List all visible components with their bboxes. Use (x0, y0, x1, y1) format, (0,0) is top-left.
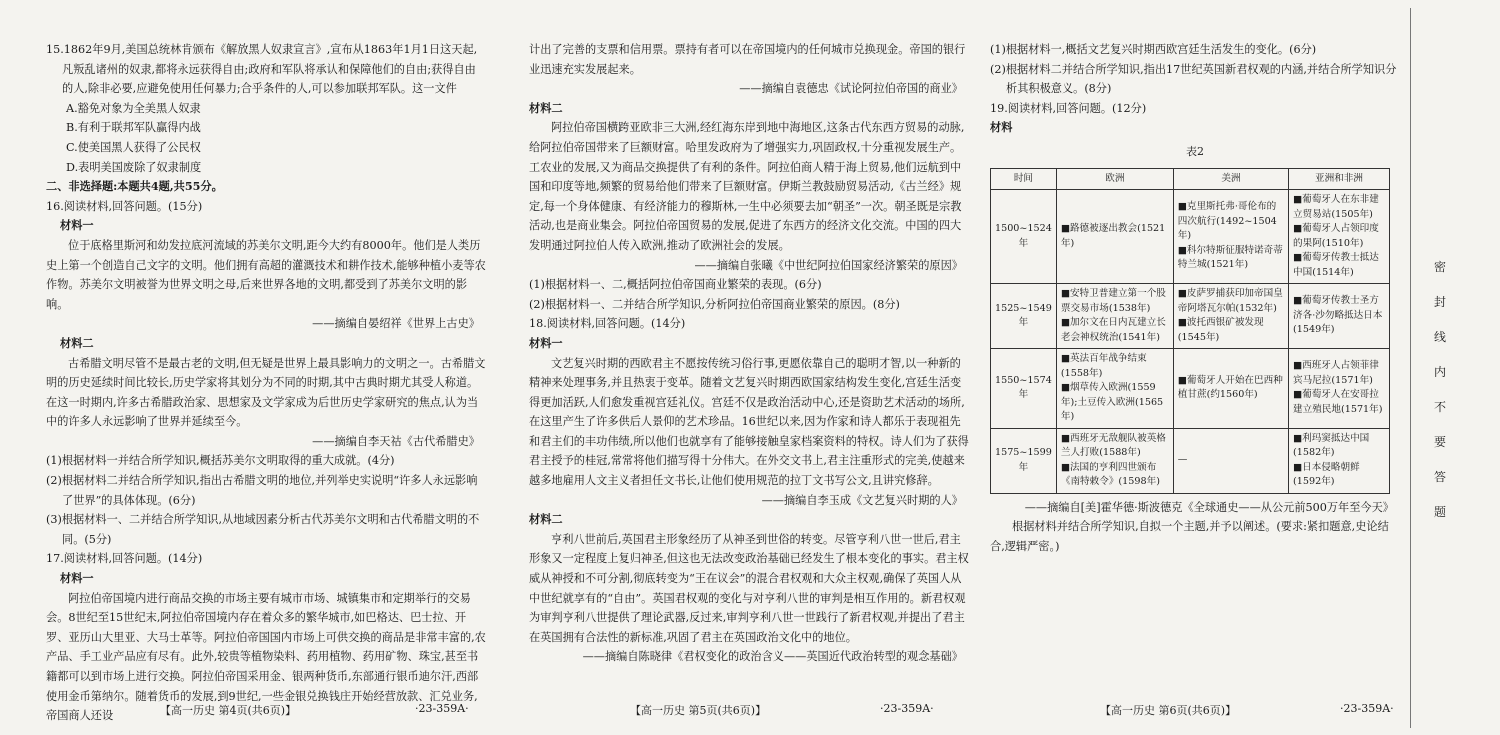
table-source: ——摘编自[美]霍华德·斯波德克《全球通史——从公元前500万年至今天》 (1024, 500, 1394, 514)
table-cell-asia-africa: ■葡萄牙人在东非建立贸易站(1505年) ■葡萄牙人占领印度的果阿(1510年) ■葡萄牙传教士抵达中国(1514年) (1289, 190, 1390, 284)
seal-char: 线 (1433, 330, 1446, 344)
table-row (991, 349, 1390, 429)
q15-option-d: D.表明美国废除了奴隶制度 (66, 160, 202, 174)
footer-page-4: 【高一历史 第4页(共6页)】 (160, 704, 297, 717)
q16-material-2-source: ——摘编自李天祜《古代希腊史》 (312, 434, 480, 448)
q16-material-1-text: 位于底格里斯河和幼发拉底河流域的苏美尔文明,距今大约有8000年。他们是人类历史上第一个创造自己文字的文明。他们拥有高超的灌溉技术和耕作技术,能够种植小麦等农作物。苏美尔文明被誉为世界文明之母,后来世界各地的文明,都受到了苏美尔文明的影响。 (46, 238, 486, 311)
q16-stem: 16.阅读材料,回答问题。(15分) (46, 199, 203, 213)
table-cell-europe: ■英法百年战争结束(1558年) ■烟草传入欧洲(1559年);土豆传入欧洲(1565年) (1056, 349, 1173, 429)
table-row (991, 190, 1390, 284)
seal-char: 不 (1433, 400, 1446, 414)
q15-option-a: A.豁免对象为全美黑人奴隶 (66, 101, 201, 115)
q18-material-1-source: ——摘编自李玉成《文艺复兴时期的人》 (761, 493, 963, 507)
q19-material-title: 材料 (990, 120, 1013, 135)
table-cell-time: 1575~1599年 (991, 428, 1057, 493)
q17-material-2-source: ——摘编自张曦《中世纪阿拉伯国家经济繁荣的原因》 (694, 258, 963, 272)
table-cell-europe: ■路德被逐出教会(1521年) (1056, 190, 1173, 284)
seal-notice (1432, 250, 1448, 530)
page-6-column (990, 40, 1400, 556)
table-header-time: 时间 (991, 168, 1057, 190)
table-header-europe: 欧洲 (1056, 168, 1173, 190)
q18-material-2-source: ——摘编自陈晓律《君权变化的政治含义——英国近代政治转型的观念基础》 (582, 650, 963, 664)
history-table (990, 168, 1390, 494)
q17-material-1-continued: 计出了完善的支票和信用票。票持有者可以在帝国境内的任何城市兑换现金。帝国的银行业迅速充实发展起来。 (529, 43, 966, 76)
seal-char: 封 (1433, 295, 1446, 309)
table-cell-time: 1500~1524年 (991, 190, 1057, 284)
table-caption: 表2 (1186, 144, 1204, 158)
page-5-column (529, 40, 969, 667)
table-cell-asia-africa: ■葡萄牙传教士圣方济各·沙勿略抵达日本(1549年) (1289, 284, 1390, 349)
q17-material-1-source: ——摘编自袁德忠《试论阿拉伯帝国的商业》 (739, 82, 963, 96)
q16-material-1-title: 材料一 (60, 218, 94, 233)
q17-sub-1: (1)根据材料一、二,概括阿拉伯帝国商业繁荣的表现。(6分) (529, 278, 822, 292)
q17-material-2-title: 材料二 (529, 100, 563, 115)
q18-material-2-title: 材料二 (529, 512, 563, 527)
table-row (991, 284, 1390, 349)
table-header-asia-africa: 亚洲和非洲 (1289, 168, 1390, 190)
q16-material-1-source: ——摘编自晏绍祥《世界上古史》 (312, 317, 480, 331)
q17-material-1-text: 阿拉伯帝国境内进行商品交换的市场主要有城市市场、城镇集市和定期举行的交易会。8世纪至15世纪末,阿拉伯帝国境内存在着众多的繁华城市,如巴格达、巴士拉、开罗、亚历山大里亚、大马士革等。阿拉伯帝国国内市场上可供交换的商品是非常丰富的,农产品、手工业产品应有尽有。此外,较贵等植物染料、药用植物、药用矿物、珠宝,甚至书籍都可以到市场上进行交换。阿拉伯帝国采用金、银两种货币,东部通行银币迪尔汗,西部使用金币第纳尔。随着货币的发展,到9世纪,一些金银兑换钱庄开始经营放款、汇兑业务,帝国商人还设 (46, 591, 486, 723)
table-cell-america: ■皮萨罗捕获印加帝国皇帝阿塔瓦尔帕(1532年) ■波托西银矿被发现(1545年) (1173, 284, 1288, 349)
seal-char: 答 (1433, 470, 1446, 484)
table-cell-time: 1525~1549年 (991, 284, 1057, 349)
table-cell-asia-africa: ■西班牙人占领菲律宾马尼拉(1571年) ■葡萄牙人在安哥拉建立殖民地(1571年) (1289, 349, 1390, 429)
q17-material-1-title: 材料一 (60, 571, 94, 586)
q16-sub-2: (2)根据材料二并结合所学知识,指出古希腊文明的地位,并列举史实说明“许多人永远影响了世界”的具体体现。(6分) (46, 474, 478, 507)
footer-page-5: 【高一历史 第5页(共6页)】 (630, 704, 767, 717)
table-cell-america: — (1173, 428, 1288, 493)
table-header-america: 美洲 (1173, 168, 1288, 190)
q16-sub-1: (1)根据材料一并结合所学知识,概括苏美尔文明取得的重大成就。(4分) (46, 454, 395, 468)
table-header-row (991, 168, 1390, 190)
seal-char: 题 (1433, 505, 1446, 519)
footer-code-6: ·23-359A· (1340, 702, 1394, 715)
q18-material-1-text: 文艺复兴时期的西欧君主不愿按传统习俗行事,更愿依靠自己的聪明才智,以一种新的精神来处理事务,并且热衷于变革。随着文艺复兴时期西欧国家结构发生变化,宫廷生活变得更加活跃,人们愈发重视宫廷礼仪。宫廷不仅是政治活动中心,还是资助艺术活动的场所,在这里产生了许多供后人景仰的艺术珍品。16世纪以来,因为作家和诗人都乐于表现祖先和君主们的丰功伟绩,所以他们也就享有了能够接触皇家档案资料的特权。诗人们为了获得君主授予的桂冠,常常将他们描写得十分伟大。在外交文书上,君主注重形式的完美,使越来越多地雇用人文主义者担任文书长,让他们使用规范的拉丁文书写公文,且讲究修辞。 (529, 356, 969, 488)
q18-material-1-title: 材料一 (529, 335, 563, 350)
q17-material-2-text: 阿拉伯帝国横跨亚欧非三大洲,经红海东岸到地中海地区,这条古代东西方贸易的动脉,给阿拉伯帝国带来了巨额财富。哈里发政府为了增强实力,巩固政权,十分重视发展生产。工农业的发展,又为商品交换提供了有利的条件。阿拉伯商人精于海上贸易,他们远航到中国和印度等地,频繁的贸易给他们带来了巨额财富。伊斯兰教鼓励贸易活动,《古兰经》规定,每一个身体健康、有经济能力的穆斯林,一生中必须要去加“朝圣”一次。朝圣既是宗教活动,也是商业集会。阿拉伯帝国贸易的发展,促进了东西方的经济文化交流。中国的四大发明通过阿拉伯人传入欧洲,推动了欧洲社会的发展。 (529, 121, 965, 252)
table-cell-america: ■葡萄牙人开始在巴西种植甘蔗(约1560年) (1173, 349, 1288, 429)
section-heading: 二、非选择题:本题共4题,共55分。 (46, 179, 223, 194)
footer-code-4: ·23-359A· (415, 702, 469, 715)
q16-material-2-text: 古希腊文明尽管不是最古老的文明,但无疑是世界上最具影响力的文明之一。古希腊文明的历史延续时间比较长,历史学家将其划分为不同的时期,其中古典时期尤其受人称道。在这一时期内,许多古希腊政治家、思想家及文学家成为后世历史学家研究的焦点,认为当中的许多人永远影响了世界并延续至今。 (46, 356, 486, 429)
q19-task: 根据材料并结合所学知识,自拟一个主题,并予以阐述。(要求:紧扣题意,史论结合,逻辑严密。) (990, 520, 1389, 553)
seal-char: 内 (1433, 365, 1446, 379)
footer-page-6: 【高一历史 第6页(共6页)】 (1100, 704, 1237, 717)
q19-stem: 19.阅读材料,回答问题。(12分) (990, 101, 1147, 115)
table-cell-america: ■克里斯托弗·哥伦布的四次航行(1492~1504年) ■科尔特斯征服特诺奇蒂特兰城(1521年) (1173, 190, 1288, 284)
seal-char: 要 (1433, 435, 1446, 449)
q18-material-2-text: 亨利八世前后,英国君主形象经历了从神圣到世俗的转变。尽管亨利八世一世后,君主形象又一定程度上复归神圣,但这也无法改变政治基础已经发生了根本变化的事实。君主权威从神授和不可分割,彻底转变为“王在议会”的混合君权观和大众主权观,确保了英国人从中世纪就享有的“自由”。英国君权观的变化与对亨利八世的审判是相互作用的。新君权观为审判亨利八世提供了理论武器,反过来,审判亨利八世一世践行了新君权观,并提出了君主在英国拥有合法性的新标准,巩固了君主在英国政治文化中的地位。 (529, 532, 969, 644)
q15-option-b: B.有利于联邦军队赢得内战 (66, 121, 201, 135)
q15-option-c: C.使美国黑人获得了公民权 (66, 140, 201, 154)
seal-char: 密 (1433, 260, 1446, 274)
q17-sub-2: (2)根据材料一、二并结合所学知识,分析阿拉伯帝国商业繁荣的原因。(8分) (529, 297, 900, 311)
table-row (991, 428, 1390, 493)
footer-code-5: ·23-359A· (880, 702, 934, 715)
q18-sub-2: (2)根据材料二并结合所学知识,指出17世纪英国新君权观的内涵,并结合所学知识分析其积极意义。(8分) (990, 62, 1397, 96)
table-cell-europe: ■西班牙无敌舰队被英格兰人打败(1588年) ■法国的亨利四世颁布《南特敕令》(1598年) (1056, 428, 1173, 493)
table-cell-europe: ■安特卫普建立第一个股票交易市场(1538年) ■加尔文在日内瓦建立长老会神权统治(1541年) (1056, 284, 1173, 349)
binding-line (1410, 8, 1411, 728)
table-cell-asia-africa: ■利玛窦抵达中国(1582年) ■日本侵略朝鲜(1592年) (1289, 428, 1390, 493)
q16-sub-3: (3)根据材料一、二并结合所学知识,从地域因素分析古代苏美尔文明和古代希腊文明的不同。(5分) (46, 513, 480, 546)
q18-sub-1: (1)根据材料一,概括文艺复兴时期西欧宫廷生活发生的变化。(6分) (990, 43, 1317, 56)
q15-stem: 15.1862年9月,美国总统林肯颁布《解放黑人奴隶宣言》,宣布从1863年1月1日这天起,凡叛乱诸州的奴隶,都将永远获得自由;政府和军队将承认和保障他们的自由;获得自由的人,除非必要,应避免使用任何暴力;合乎条件的人,可以参加联邦军队。这一文件 (46, 43, 478, 96)
q18-stem: 18.阅读材料,回答问题。(14分) (529, 317, 686, 331)
page-4-column (46, 40, 486, 726)
table-cell-time: 1550~1574年 (991, 349, 1057, 429)
q17-stem: 17.阅读材料,回答问题。(14分) (46, 552, 203, 566)
q16-material-2-title: 材料二 (60, 335, 94, 350)
